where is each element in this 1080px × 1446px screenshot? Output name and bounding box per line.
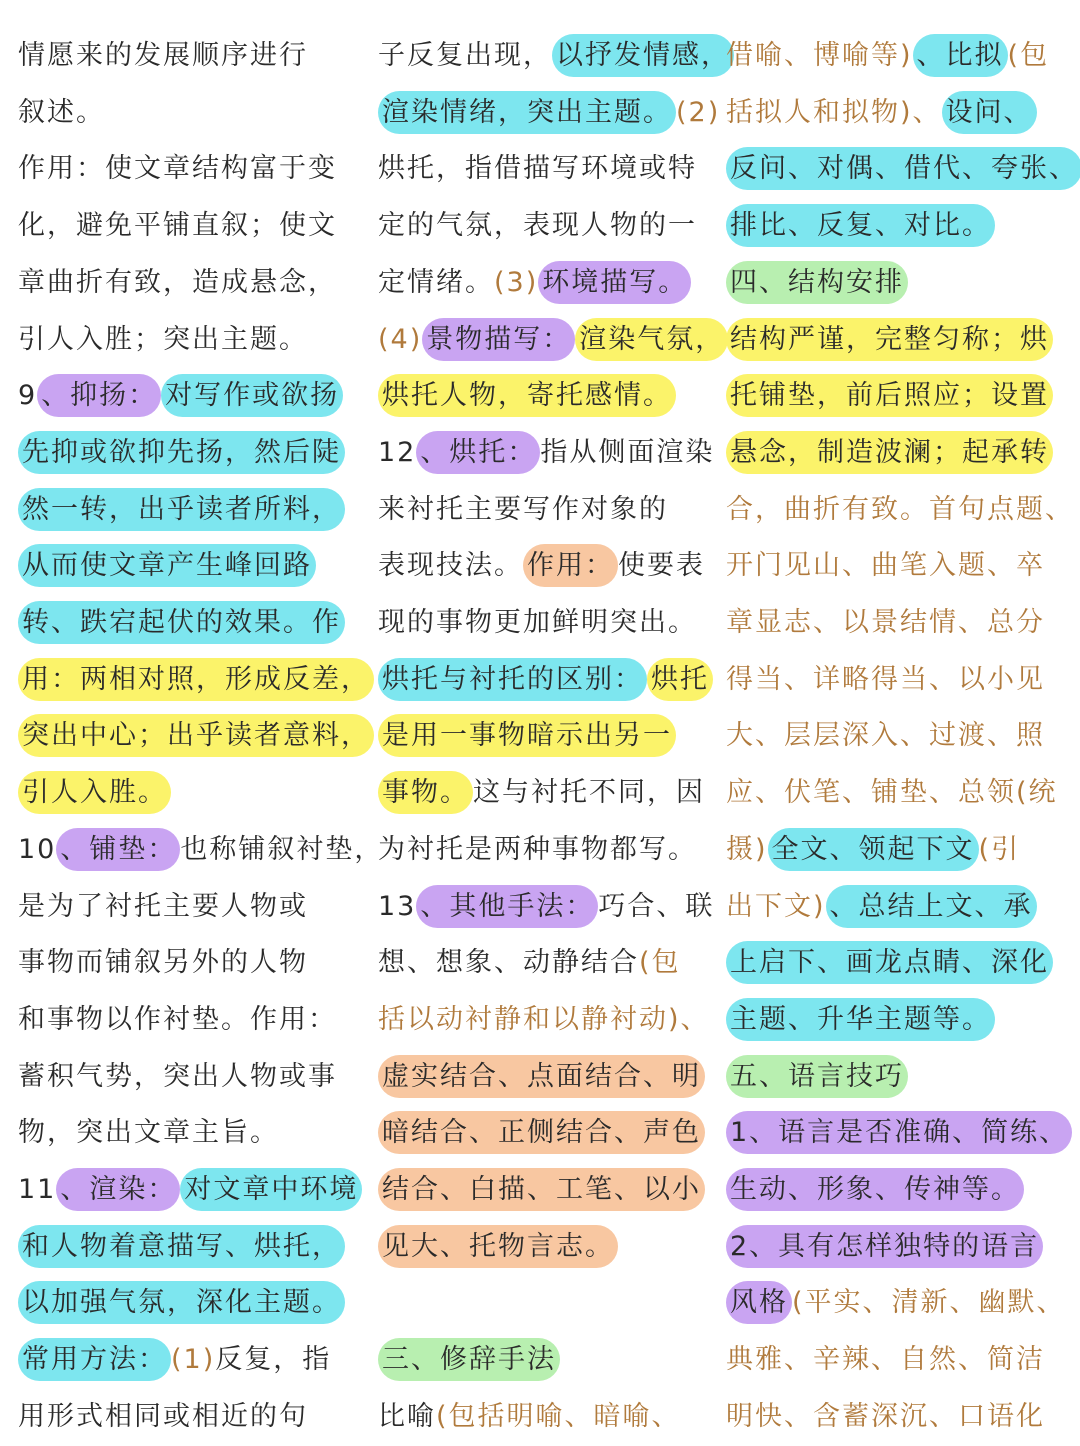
text-line xyxy=(18,708,374,765)
text-segment: 定的气氛，表现人物的一 xyxy=(378,210,697,242)
text-segment: 表现技法。 xyxy=(378,550,523,582)
text-segment: 10 xyxy=(18,833,57,865)
highlighted-text: 转、跌宕起伏的效果。作 xyxy=(18,601,345,644)
text-line xyxy=(378,312,728,369)
text-line xyxy=(378,1219,618,1276)
highlighted-text: 作用： xyxy=(523,544,618,587)
text-line xyxy=(378,425,714,482)
highlighted-text: 四、结构安排 xyxy=(726,261,908,304)
text-segment: 摄) xyxy=(726,833,768,865)
text-line xyxy=(726,1162,1024,1219)
highlighted-text: 结构严谨，完整匀称；烘 xyxy=(726,318,1053,361)
text-line xyxy=(18,935,308,992)
text-line xyxy=(726,312,1053,369)
text-segment: (包 xyxy=(639,947,681,979)
text-line xyxy=(18,822,383,879)
text-segment: 合，曲折有致。首句点题、 xyxy=(726,493,1074,525)
text-line xyxy=(378,822,697,879)
highlighted-text: 突出中心；出乎读者意料， xyxy=(18,714,374,757)
highlighted-text: 五、语言技巧 xyxy=(726,1055,908,1098)
text-segment: 典雅、辛辣、自然、简洁 xyxy=(726,1344,1045,1376)
text-line xyxy=(726,879,1037,936)
highlighted-text: 暗结合、正侧结合、声色 xyxy=(378,1111,705,1154)
text-segment: 和事物以作衬垫。作用： xyxy=(18,1003,337,1035)
text-line xyxy=(378,765,705,822)
highlighted-text: 1、语言是否准确、简练、 xyxy=(726,1111,1072,1154)
text-line xyxy=(726,822,1020,879)
highlighted-text: 事物。 xyxy=(378,771,473,814)
text-line xyxy=(378,368,676,425)
text-segment: 也称铺叙衬垫， xyxy=(180,833,384,865)
text-segment: 作用：使文章结构富于变 xyxy=(18,153,337,185)
text-line xyxy=(18,312,308,369)
highlighted-text: 生动、形象、传神等。 xyxy=(726,1168,1024,1211)
text-segment: (1) xyxy=(171,1344,216,1376)
text-line xyxy=(18,1049,337,1106)
highlighted-text: 常用方法： xyxy=(18,1338,171,1381)
highlighted-text: 结合、白描、工笔、以小 xyxy=(378,1168,705,1211)
highlighted-text: 、渲染： xyxy=(56,1168,180,1211)
text-line xyxy=(18,1219,345,1276)
text-segment: 章显志、以景结情、总分 xyxy=(726,607,1045,638)
text-line xyxy=(726,198,995,255)
text-line xyxy=(378,141,697,198)
text-line xyxy=(18,595,345,652)
text-segment: 情愿来的发展顺序进行 xyxy=(18,40,308,71)
text-segment: 叙述。 xyxy=(18,96,105,128)
text-line xyxy=(18,482,345,539)
text-line xyxy=(726,368,1053,425)
text-line xyxy=(378,708,676,765)
text-line xyxy=(726,141,1080,198)
highlighted-text: 然一转，出乎读者所料， xyxy=(18,488,345,531)
text-segment: 化，避免平铺直叙；使文 xyxy=(18,210,337,242)
text-segment: 来衬托主要写作对象的 xyxy=(378,493,668,525)
text-line xyxy=(18,85,105,142)
text-segment: 现的事物更加鲜明突出。 xyxy=(378,607,697,638)
text-line xyxy=(18,1105,279,1162)
highlighted-text: 烘托与衬托的区别： xyxy=(378,658,647,701)
highlighted-text: 设问、 xyxy=(942,91,1037,134)
highlighted-text: 是用一事物暗示出另一 xyxy=(378,714,676,757)
text-line xyxy=(378,595,697,652)
text-line xyxy=(378,255,691,312)
text-line xyxy=(726,1219,1043,1276)
text-line xyxy=(18,368,343,425)
text-line xyxy=(18,1332,331,1389)
text-segment: 12 xyxy=(378,436,417,468)
highlighted-text: 、烘托： xyxy=(416,431,540,474)
text-line xyxy=(726,935,1053,992)
highlighted-text: 见大、托物言志。 xyxy=(378,1225,618,1268)
text-line xyxy=(378,1049,705,1106)
text-segment: 使要表 xyxy=(618,550,705,582)
text-segment: (4) xyxy=(378,323,423,355)
text-segment: 蓄积气势，突出人物或事 xyxy=(18,1060,337,1092)
text-segment: 用形式相同或相近的句 xyxy=(18,1400,308,1432)
highlighted-text: 以加强气氛，深化主题。 xyxy=(18,1281,345,1324)
text-line xyxy=(18,1162,362,1219)
highlighted-text: 排比、反复、对比。 xyxy=(726,204,995,247)
text-line xyxy=(378,482,668,539)
highlighted-text: 环境描写。 xyxy=(538,261,691,304)
text-segment: (平实、清新、幽默、 xyxy=(792,1287,1066,1319)
text-line xyxy=(18,425,345,482)
highlighted-text: 托铺垫，前后照应；设置 xyxy=(726,374,1053,417)
text-line xyxy=(726,255,908,312)
highlighted-text: 风格 xyxy=(726,1281,792,1324)
text-line xyxy=(378,652,713,709)
text-line xyxy=(18,141,337,198)
text-line xyxy=(726,1275,1066,1332)
text-segment: 反复，指 xyxy=(215,1344,332,1376)
text-line xyxy=(378,935,681,992)
text-line xyxy=(378,1389,681,1446)
text-line xyxy=(378,85,720,142)
text-segment: 事物而铺叙另外的人物 xyxy=(18,947,308,979)
highlighted-text: 、其他手法： xyxy=(416,885,598,928)
text-line xyxy=(18,255,337,312)
text-line xyxy=(726,1049,908,1106)
text-line xyxy=(378,1162,705,1219)
highlighted-text: 和人物着意描写、烘托， xyxy=(18,1225,345,1268)
text-segment: 指从侧面渲染 xyxy=(540,436,715,468)
highlighted-text: 渲染气氛， xyxy=(575,318,728,361)
text-line xyxy=(726,28,1049,85)
text-segment: 巧合、联 xyxy=(598,890,715,922)
highlighted-text: 虚实结合、点面结合、明 xyxy=(378,1055,705,1098)
text-segment: (引 xyxy=(978,833,1021,865)
text-line xyxy=(18,1275,345,1332)
text-segment: 是为了衬托主要人物或 xyxy=(18,890,308,922)
text-segment: 引人入胜；突出主题。 xyxy=(18,323,308,355)
text-line xyxy=(726,765,1058,822)
text-segment: 11 xyxy=(18,1174,57,1205)
text-line xyxy=(378,1332,560,1389)
text-line xyxy=(726,425,1053,482)
text-line xyxy=(378,992,710,1049)
text-line xyxy=(378,28,734,85)
highlighted-text: 、总结上文、承 xyxy=(826,885,1037,928)
highlighted-text: 上启下、画龙点睛、深化 xyxy=(726,941,1053,984)
highlighted-text: 、抑扬： xyxy=(37,374,161,417)
text-segment: 为衬托是两种事物都写。 xyxy=(378,833,697,865)
text-segment: 定情绪。 xyxy=(378,266,494,298)
text-segment: 明快、含蓄深沉、口语化 xyxy=(726,1400,1045,1432)
text-line xyxy=(378,879,714,936)
highlighted-text: 对文章中环境 xyxy=(180,1168,362,1211)
text-segment: 括拟人和拟物)、 xyxy=(726,96,942,128)
highlighted-text: 以抒发情感， xyxy=(552,34,734,77)
text-line xyxy=(378,198,697,255)
highlighted-text: 先抑或欲抑先扬，然后陡 xyxy=(18,431,345,474)
text-segment: (2) xyxy=(676,96,721,128)
highlighted-text: 渲染情绪，突出主题。 xyxy=(378,91,676,134)
text-segment: 章曲折有致，造成悬念， xyxy=(18,266,337,298)
text-segment: 9 xyxy=(18,380,38,412)
highlighted-text: 2、具有怎样独特的语言 xyxy=(726,1225,1043,1268)
text-segment: 应、伏笔、铺垫、总领(统 xyxy=(726,777,1058,809)
highlighted-text: 、比拟 xyxy=(913,34,1008,77)
text-segment: (包 xyxy=(1007,40,1050,71)
text-line xyxy=(18,652,374,709)
text-line xyxy=(726,538,1045,595)
text-segment: 借喻、博喻等) xyxy=(726,40,913,71)
text-line xyxy=(18,1389,308,1446)
highlighted-text: 烘托 xyxy=(647,658,713,701)
highlighted-text: 用：两相对照，形成反差， xyxy=(18,658,374,701)
text-line xyxy=(726,992,995,1049)
text-line xyxy=(726,1389,1045,1446)
highlighted-text: 景物描写： xyxy=(422,318,575,361)
highlighted-text: 烘托人物，寄托感情。 xyxy=(378,374,676,417)
text-line xyxy=(726,708,1045,765)
text-line xyxy=(726,652,1045,709)
text-line xyxy=(726,1105,1072,1162)
text-segment: (包括明喻、暗喻、 xyxy=(436,1400,681,1432)
highlighted-text: 引人入胜。 xyxy=(18,771,171,814)
text-segment: 得当、详略得当、以小见 xyxy=(726,663,1045,695)
text-line xyxy=(726,85,1037,142)
text-segment: 比喻 xyxy=(378,1400,436,1432)
text-line xyxy=(18,198,337,255)
text-segment: 这与衬托不同，因 xyxy=(473,777,705,809)
text-segment: 物，突出文章主旨。 xyxy=(18,1117,279,1149)
text-segment: (3) xyxy=(494,266,539,298)
highlighted-text: 全文、领起下文 xyxy=(768,828,979,871)
text-segment: 括以动衬静和以静衬动)、 xyxy=(378,1003,710,1035)
text-segment: 出下文) xyxy=(726,890,826,922)
text-line xyxy=(378,1105,705,1162)
highlighted-text: 反问、对偶、借代、夸张、 xyxy=(726,147,1080,190)
text-line xyxy=(18,879,308,936)
highlighted-text: 从而使文章产生峰回路 xyxy=(18,544,316,587)
text-line xyxy=(18,538,316,595)
highlighted-text: 悬念，制造波澜；起承转 xyxy=(726,431,1053,474)
text-line xyxy=(726,482,1074,539)
text-segment: 想、想象、动静结合 xyxy=(378,947,639,979)
text-line xyxy=(726,1332,1045,1389)
text-line xyxy=(18,765,171,822)
text-segment: 13 xyxy=(378,890,417,922)
text-line xyxy=(378,538,705,595)
text-line xyxy=(18,992,337,1049)
text-line xyxy=(726,595,1045,652)
highlighted-text: 、铺垫： xyxy=(56,828,180,871)
text-segment: 烘托，指借描写环境或特 xyxy=(378,153,697,185)
highlighted-text: 主题、升华主题等。 xyxy=(726,998,995,1041)
highlighted-text: 对写作或欲扬 xyxy=(161,374,343,417)
text-segment: 开门见山、曲笔入题、卒 xyxy=(726,550,1045,582)
highlighted-text: 三、修辞手法 xyxy=(378,1338,560,1381)
text-segment: 子反复出现， xyxy=(378,40,552,71)
text-line xyxy=(18,28,308,85)
text-segment: 大、层层深入、过渡、照 xyxy=(726,720,1045,752)
